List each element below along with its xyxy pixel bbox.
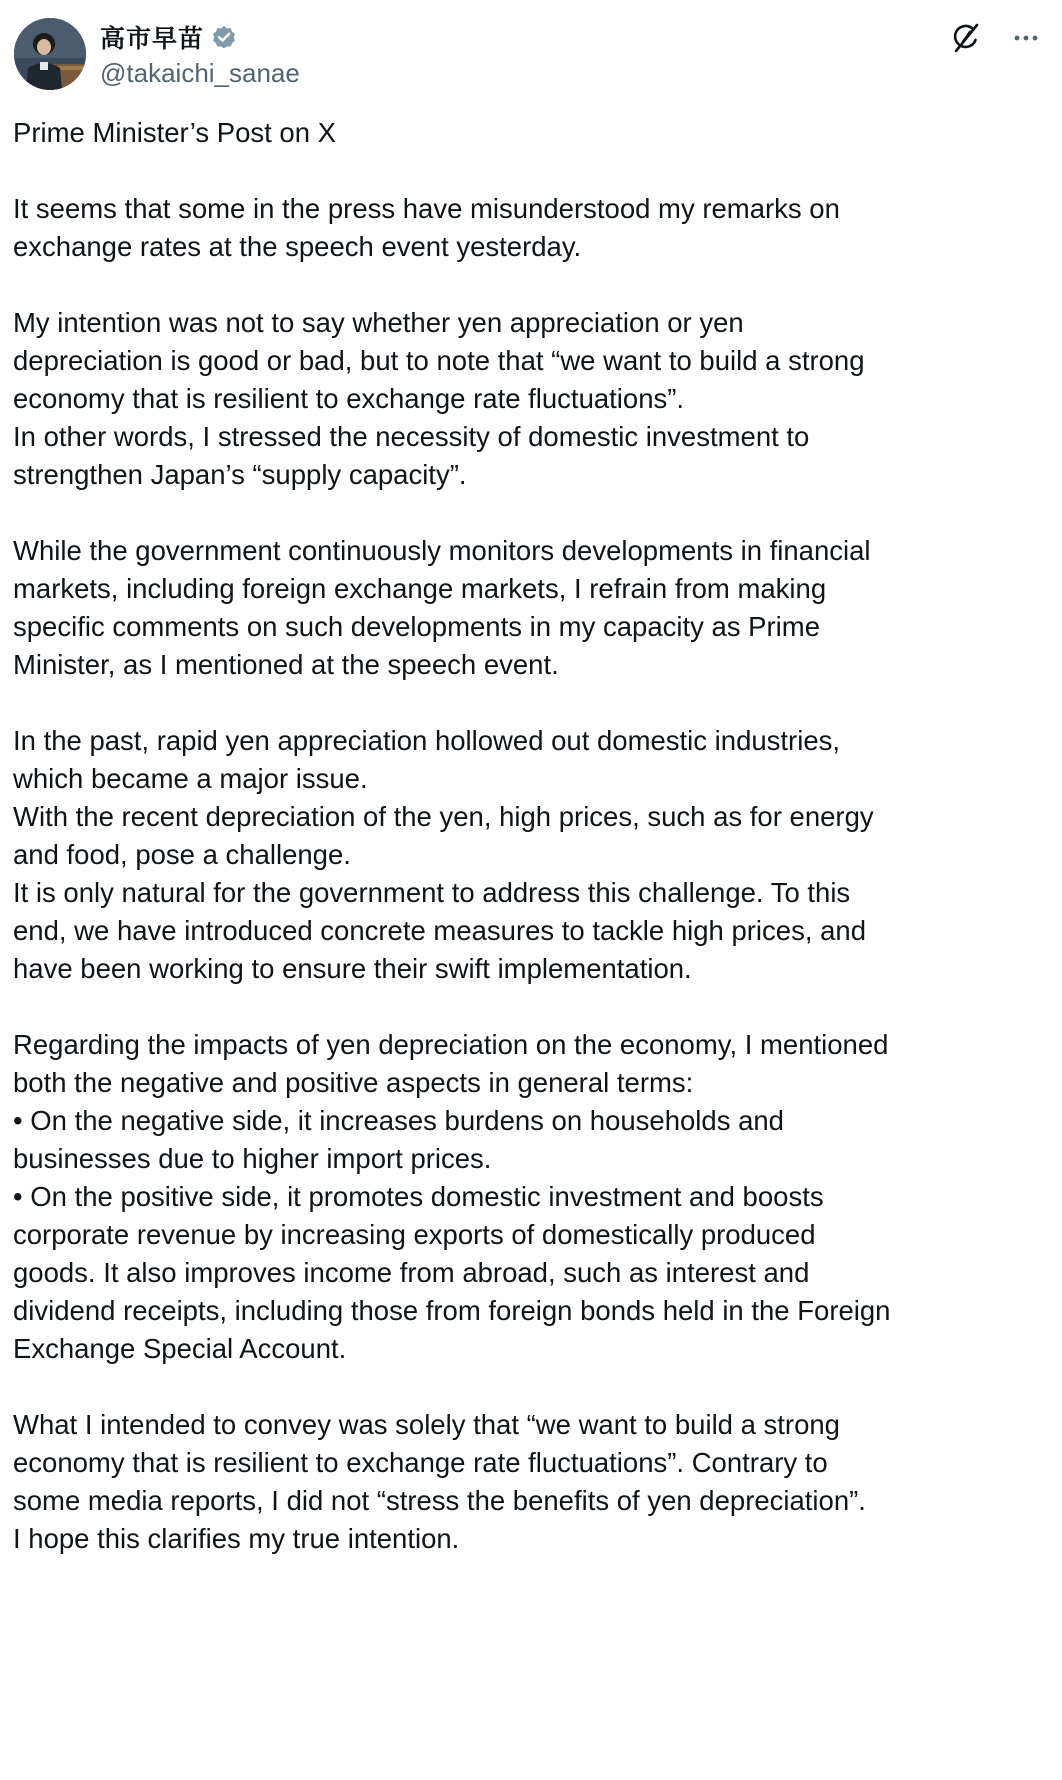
text-line: corporate revenue by increasing exports of domestically produced <box>13 1219 816 1250</box>
text-line: It seems that some in the press have misunderstood my remarks on <box>13 193 840 224</box>
avatar-image <box>14 18 86 90</box>
author-names <box>100 20 300 89</box>
text-line: Minister, as I mentioned at the speech event. <box>13 649 559 680</box>
post-title <box>13 114 1048 152</box>
text-line: While the government continuously monitors developments in financial <box>13 535 871 566</box>
post-body <box>13 114 1048 1596</box>
text-line: strengthen Japan’s “supply capacity”. <box>13 459 467 490</box>
text-line: dividend receipts, including those from foreign bonds held in the Foreign <box>13 1295 891 1326</box>
text-line: businesses due to higher import prices. <box>13 1143 492 1174</box>
author-handle[interactable]: @takaichi_sanae <box>100 58 300 88</box>
avatar[interactable] <box>14 18 86 90</box>
paragraph-2 <box>13 304 1048 494</box>
text-line: In the past, rapid yen appreciation hollowed out domestic industries, <box>13 725 841 756</box>
text-line: specific comments on such developments in my capacity as Prime <box>13 611 820 642</box>
text-line: In other words, I stressed the necessity of domestic investment to <box>13 421 810 452</box>
more-options-icon[interactable] <box>1008 20 1044 56</box>
text-line: What I intended to convey was solely that “we want to build a strong <box>13 1409 840 1440</box>
text-line: markets, including foreign exchange markets, I refrain from making <box>13 573 827 604</box>
text-line: both the negative and positive aspects in general terms: <box>13 1067 694 1098</box>
text-line: Exchange Special Account. <box>13 1333 347 1364</box>
text-line: have been working to ensure their swift implementation. <box>13 953 692 984</box>
text-line: goods. It also improves income from abroad, such as interest and <box>13 1257 810 1288</box>
text-line: It is only natural for the government to address this challenge. To this <box>13 877 851 908</box>
text-line: With the recent depreciation of the yen, high prices, such as for energy <box>13 801 874 832</box>
text-line: Regarding the impacts of yen depreciation on the economy, I mentioned <box>13 1029 889 1060</box>
grok-icon[interactable] <box>948 20 984 56</box>
display-name-row <box>100 20 300 54</box>
text-line: My intention was not to say whether yen appreciation or yen <box>13 307 744 338</box>
text-line: exchange rates at the speech event yesterday. <box>13 231 582 262</box>
post-title-text: Prime Minister’s Post on X <box>13 117 336 148</box>
text-line: which became a major issue. <box>13 763 368 794</box>
bullet-line: • On the positive side, it promotes domestic investment and boosts <box>13 1181 824 1212</box>
bullet-line: • On the negative side, it increases burdens on households and <box>13 1105 784 1136</box>
text-line: I hope this clarifies my true intention. <box>13 1523 460 1554</box>
text-line: end, we have introduced concrete measures to tackle high prices, and <box>13 915 866 946</box>
verified-badge-icon[interactable] <box>210 23 238 51</box>
paragraph-4 <box>13 722 1048 988</box>
text-line: economy that is resilient to exchange rate fluctuations”. Contrary to <box>13 1447 828 1478</box>
text-line: some media reports, I did not “stress the benefits of yen depreciation”. <box>13 1485 866 1516</box>
display-name[interactable]: 高市早苗 <box>100 25 205 53</box>
paragraph-6 <box>13 1406 1048 1558</box>
post-header <box>14 18 1044 94</box>
paragraph-3 <box>13 532 1048 684</box>
paragraph-1 <box>13 190 1048 266</box>
text-line: and food, pose a challenge. <box>13 839 351 870</box>
text-line: depreciation is good or bad, but to note that “we want to build a strong <box>13 345 865 376</box>
paragraph-5 <box>13 1026 1048 1368</box>
text-line: economy that is resilient to exchange rate fluctuations”. <box>13 383 685 414</box>
